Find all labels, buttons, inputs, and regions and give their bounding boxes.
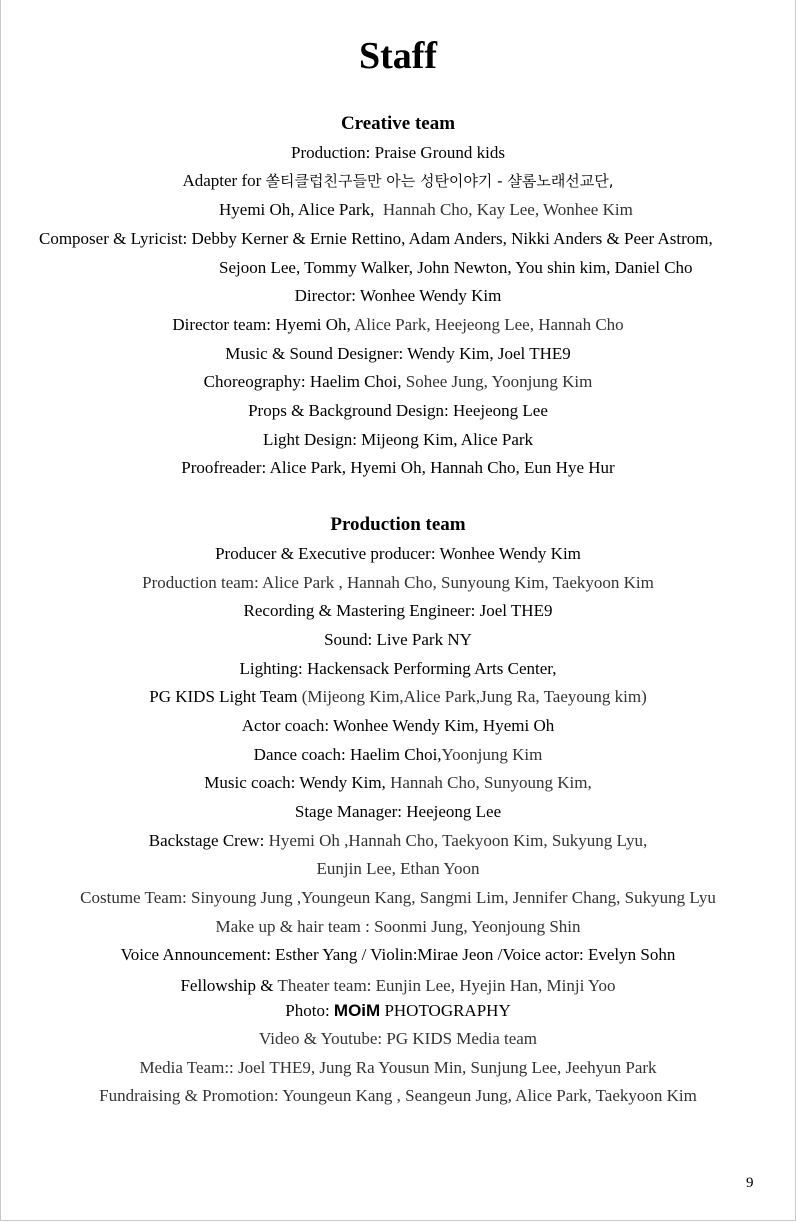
light-design-credit: Light Design: Mijeong Kim, Alice Park [262,430,534,449]
dance-a: Dance coach: Haelim Choi, [253,745,442,764]
proofreader-credit: Proofreader: Alice Park, Hyemi Oh, Hannah Cho, Eun Hye Hur [181,458,615,477]
makeup-credit: Make up & hair team : Soonmi Jung, Yeonjoung Shin [215,917,581,936]
adapter-prefix: Adapter for [182,171,266,190]
production-team-heading: Production team [330,514,466,535]
backstage-a: Backstage Crew: [148,831,265,850]
music-a: Music coach: Wendy Kim, [204,773,386,792]
director-credit: Director: Wonhee Wendy Kim [294,286,502,305]
choreo-b: Sohee Jung, Yoonjung Kim [405,372,593,391]
photo-credit [0,1001,796,1021]
video-credit: Video & Youtube: PG KIDS Media team [258,1029,538,1048]
fellowship-b: Theater team: Eunjin Lee, Hyejin Han, Minji Yoo [277,976,616,995]
adapter-credit [0,171,796,191]
music-coach-credit [0,773,796,793]
fundraising-credit: Fundraising & Promotion: Youngeun Kang , Seangeun Jung, Alice Park, Taekyoon Kim [99,1086,697,1105]
composer-credit-line-2: Sejoon Lee, Tommy Walker, John Newton, You shin kim, Daniel Cho [219,258,693,277]
props-credit: Props & Background Design: Heejeong Lee [248,401,548,420]
adapter-korean-title: 쏠티클럽친구들만 아는 성탄이야기 - 샬롬노래선교단, [265,172,614,190]
backstage-crew-line-2: Eunjin Lee, Ethan Yoon [316,859,480,878]
dance-coach-credit [0,745,796,765]
page-number: 9 [746,1175,754,1191]
music-b: Hannah Cho, Sunyoung Kim, [390,773,592,792]
light-team-members: (Mijeong Kim,Alice Park,Jung Ra, Taeyoung kim) [301,687,647,706]
photo-brand: MOiM [333,1001,381,1020]
lighting-credit-line-1: Lighting: Hackensack Performing Arts Center, [239,659,557,678]
creative-team-heading: Creative team [340,113,456,134]
photo-prefix: Photo: [285,1001,334,1020]
dance-b: Yoonjung Kim [441,745,543,764]
director-team-a: Director team: Hyemi Oh, [172,315,351,334]
producer-credit: Producer & Executive producer: Wonhee Wendy Kim [215,544,581,563]
recording-credit: Recording & Mastering Engineer: Joel THE9 [243,601,553,620]
fellowship-credit [0,976,796,996]
backstage-b: Hyemi Oh ,Hannah Cho, Taekyoon Kim, Sukyung Lyu, [268,831,648,850]
choreography-credit [0,372,796,392]
lighting-credit-line-2 [0,687,796,707]
adapter-names-a: Hyemi Oh, Alice Park, [219,200,375,219]
production-team-credit: Production team: Alice Park , Hannah Cho, Sunyoung Kim, Taekyoon Kim [142,573,654,592]
sound-credit: Sound: Live Park NY [324,630,472,649]
fellowship-a: Fellowship & [180,976,274,995]
composer-credit-line-1: Composer & Lyricist: Debby Kerner & Ernie Rettino, Adam Anders, Nikki Anders & Peer Astrom, [39,229,713,248]
director-team-credit [0,315,796,335]
adapter-names [219,200,633,220]
backstage-crew-credit [0,831,796,851]
music-sound-credit: Music & Sound Designer: Wendy Kim, Joel THE9 [225,344,571,363]
production-credit: Production: Praise Ground kids [291,143,505,162]
costume-team-credit: Costume Team: Sinyoung Jung ,Youngeun Kang, Sangmi Lim, Jennifer Chang, Sukyung Lyu [80,888,716,907]
page-title: Staff [358,35,438,77]
director-team-b: Alice Park, Heejeong Lee, Hannah Cho [354,315,624,334]
photo-rest: PHOTOGRAPHY [380,1001,511,1020]
media-team-credit: Media Team:: Joel THE9, Jung Ra Yousun Min, Sunjung Lee, Jeehyun Park [139,1058,657,1077]
adapter-names-b: Hannah Cho, Kay Lee, Wonhee Kim [382,200,633,219]
actor-coach-credit: Actor coach: Wonhee Wendy Kim, Hyemi Oh [241,716,555,735]
stage-manager-credit: Stage Manager: Heejeong Lee [294,802,502,821]
choreo-a: Choreography: Haelim Choi, [203,372,402,391]
voice-credit: Voice Announcement: Esther Yang / Violin:Mirae Jeon /Voice actor: Evelyn Sohn [120,945,676,964]
light-team-name: PG KIDS Light Team [149,687,298,706]
